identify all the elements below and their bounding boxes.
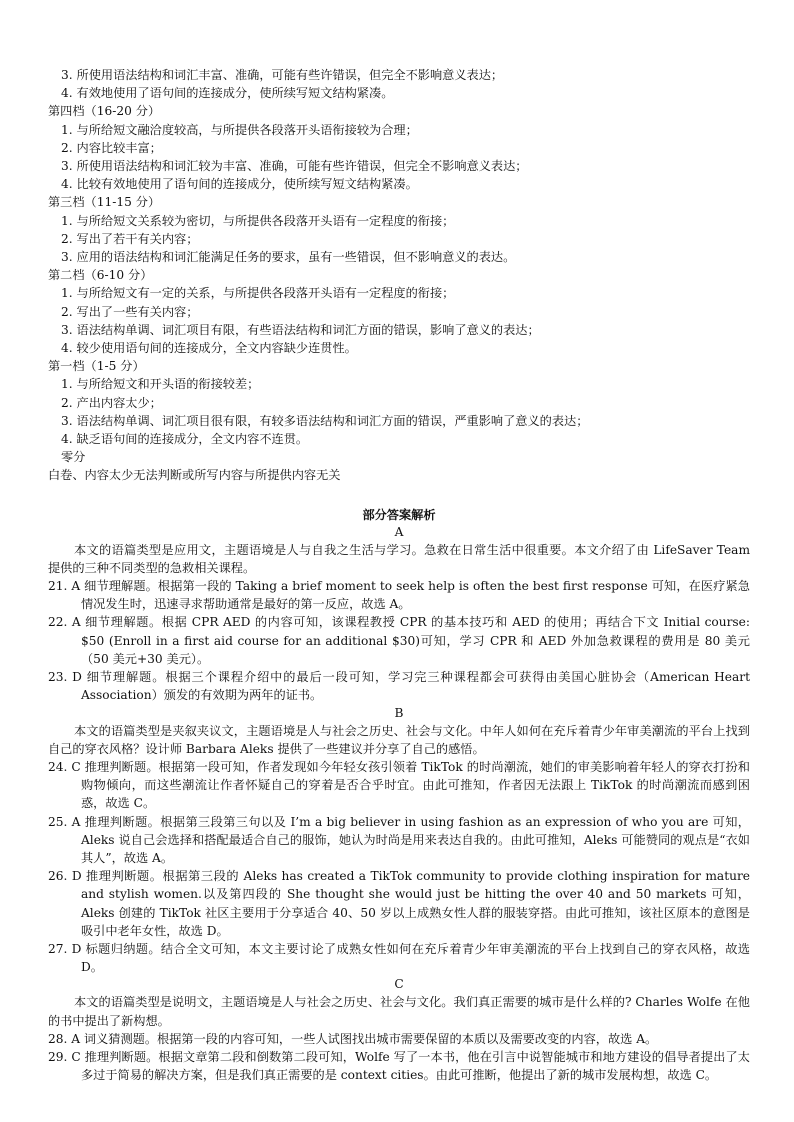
document-page	[48, 66, 750, 1084]
answer-item: 24. C 推理判断题。根据第一段可知，作者发现如今年轻女孩引领着 TikTok 的时尚潮流，她们的审美影响着年轻人的穿衣打扮和购物倾向，而这些潮流让作者怀疑自己的穿着是否合乎时宜。由此可推知，作者因无法跟上 TikTok 的时尚潮流而感到困惑，故选 C。	[48, 759, 750, 811]
answer-item: 27. D 标题归纳题。结合全文可知，本文主要讨论了成熟女性如何在充斥着青少年审美潮流的平台上找到自己的穿衣风格，故选 D。	[48, 941, 750, 975]
criteria-item: 2. 产出内容太少；	[61, 395, 162, 410]
criteria-item: 3. 语法结构单调、词汇项目很有限，有较多语法结构和词汇方面的错误，严重影响了意义的表达；	[61, 413, 589, 428]
level-heading: 第四档（16-20 分）	[48, 104, 161, 119]
level-heading: 第三档（11-15 分）	[48, 195, 161, 210]
criteria-item: 3. 应用的语法结构和词汇能满足任务的要求，虽有一些错误，但不影响意义的表达。	[61, 250, 516, 265]
section-letter-c: C	[394, 977, 404, 992]
section-letter-b: B	[394, 705, 404, 720]
criteria-item: 4. 缺乏语句间的连接成分，全文内容不连贯。	[61, 432, 309, 447]
criteria-item: 1. 与所给短文和开头语的衔接较差；	[61, 377, 260, 392]
level-heading: 第一档（1-5 分）	[48, 359, 145, 374]
section-intro: 本文的语篇类型是应用文，主题语境是人与自我之生活与学习。急救在日常生活中很重要。本文介绍了由 LifeSaver Team 提供的三种不同类型的急救相关课程。	[48, 542, 750, 575]
criteria-item: 4. 有效地使用了语句间的连接成分，使所续写短文结构紧凑。	[61, 86, 394, 101]
criteria-item: 2. 写出了一些有关内容；	[61, 304, 199, 319]
answer-item: 23. D 细节理解题。根据三个课程介绍中的最后一段可知，学习完三种课程都会可获得由美国心脏协会（American Heart Association）颁发的有效期为两年的证书。	[48, 670, 750, 703]
section-letter-a: A	[394, 524, 404, 539]
answer-item: 26. D 推理判断题。根据第三段的 Aleks has created a TikTok community to provide clothing inspiration for mature and stylish women.以及第四段的 She thought she would just be hitting the over 40 and 50 markets 可知，Aleks 创建的 TikTok 社区主要用于分享适合 40、50 岁以上成熟女性人群的服装穿搭。由此可推知，该社区原本的意图是吸引中老年女性，故选 D。	[48, 869, 750, 938]
criteria-item: 4. 比较有效地使用了语句间的连接成分，使所续写短文结构紧凑。	[61, 177, 418, 192]
section-intro: 本文的语篇类型是说明文，主题语境是人与社会之历史、社会与文化。我们真正需要的城市是什么样的? Charles Wolfe 在他的书中提出了新构想。	[48, 995, 750, 1028]
level-heading: 第二档（6-10 分）	[48, 268, 153, 283]
criteria-item: 2. 写出了若干有关内容；	[61, 231, 199, 246]
criteria-item: 1. 与所给短文有一定的关系，与所提供各段落开头语有一定程度的衔接；	[61, 286, 455, 301]
answer-item: 29. C 推理判断题。根据文章第二段和倒数第二段可知，Wolfe 写了一本书，他在引言中说智能城市和地方建设的倡导者提出了太多过于简易的解决方案，但是我们真正需要的是 context cities。由此可推断，他提出了新的城市发展构想，故选 C。	[48, 1049, 750, 1083]
criteria-item: 3. 所使用语法结构和词汇较为丰富、准确，可能有些许错误，但完全不影响意义表达；	[61, 159, 528, 174]
criteria-item: 3. 所使用语法结构和词汇丰富、准确，可能有些许错误，但完全不影响意义表达；	[61, 68, 504, 82]
analysis-title: 部分答案解析	[362, 507, 436, 522]
zero-score-label: 零分	[61, 450, 86, 465]
criteria-item: 1. 与所给短文关系较为密切，与所提供各段落开头语有一定程度的衔接；	[61, 213, 455, 228]
criteria-item: 1. 与所给短文融洽度较高，与所提供各段落开头语衔接较为合理；	[61, 122, 418, 137]
criteria-item: 3. 语法结构单调、词汇项目有限，有些语法结构和词汇方面的错误，影响了意义的表达；	[61, 322, 540, 337]
answer-item: 21. A 细节理解题。根据第一段的 Taking a brief moment to seek help is often the best first response 可知，在医疗紧急情况发生时，迅速寻求帮助通常是最好的第一反应，故选 A。	[48, 579, 750, 612]
zero-score-text: 白卷、内容太少无法判断或所写内容与所提供内容无关	[48, 468, 341, 483]
answer-item: 22. A 细节理解题。根据 CPR AED 的内容可知，该课程教授 CPR 的基本技巧和 AED 的使用；再结合下文 Initial course: $50 (Enroll in a first aid course for an additional $30)可知，学习 CPR 和 AED 外加急救课程的费用是 80 美元（50 美元+30 美元）。	[48, 615, 750, 666]
criteria-item: 4. 较少使用语句间的连接成分，全文内容缺少连贯性。	[61, 341, 357, 356]
answer-item: 28. A 词义猜测题。根据第一段的内容可知，一些人试图找出城市需要保留的本质以及需要改变的内容，故选 A。	[48, 1031, 658, 1046]
criteria-item: 2. 内容比较丰富；	[61, 140, 162, 155]
section-intro: 本文的语篇类型是夹叙夹议文，主题语境是人与社会之历史、社会与文化。中年人如何在充斥着青少年审美潮流的平台上找到自己的穿衣风格？设计师 Barbara Aleks 提供了一些建议并分享了自己的感悟。	[48, 723, 750, 756]
answer-item: 25. A 推理判断题。根据第三段第三句以及 I’m a big believer in using fashion as an expression of who you are 可知，Aleks 说自己会选择和搭配最适合自己的服饰，她认为时尚是用来表达自我的。由此可推知，Aleks 可能赞同的观点是“衣如其人”，故选 A。	[48, 814, 750, 865]
